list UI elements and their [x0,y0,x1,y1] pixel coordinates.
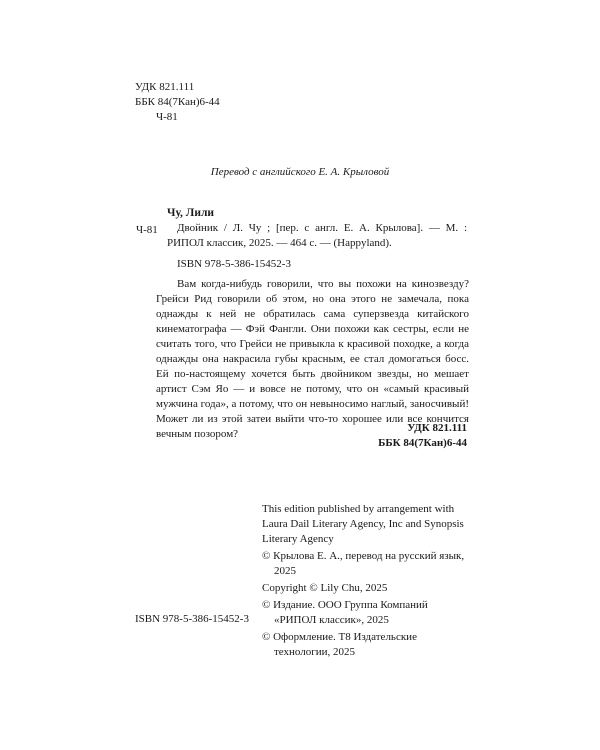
annotation: Вам когда-нибудь говорили, что вы похожи на кинозвезду? Грейси Рид говорили об этом, но она этого не замечала, пока однажды к ней не обратилась сама суперзвезда китайского кинематографа — Фэй Фангли. Они похожи как сестры, если не считать того, что Грейси не привыкла к красивой походке, а когда однажды она накрасила губы красным, ее стал домогаться босс. Ей по-настоящему хочется быть двойником звезды, но мешает артист Сэм Яо — и вовсе не потому, что он «самый красивый мужчина года», а потому, что он невыносимо наглый, заносчивый! Может ли из этой затеи выйти что-то хорошее или все кончится вечным позором? [156,278,469,440]
bibliographic-record: Двойник / Л. Чу ; [пер. с англ. Е. А. Крылова]. — М. : РИПОЛ классик, 2025. — 464 с. — (Happyland). [167,222,467,249]
classification-right [370,421,467,451]
design-copyright: © Оформление. Т8 Издательские технологии, 2025 [262,631,417,658]
original-copyright: Copyright © Lily Chu, 2025 [262,582,388,594]
isbn-main: ISBN 978-5-386-15452-3 [177,258,291,270]
author-mark: Ч-81 [156,111,178,123]
author-code: Ч-81 [136,224,158,236]
classification-block [135,80,220,125]
arrangement-note: This edition published by arrangement with Laura Dail Literary Agency, Inc and Synopsis Literary Agency [262,503,464,545]
udk-code-right: УДК 821.111 [407,422,467,434]
author-name: Чу, Лили [167,207,215,219]
isbn-footer: ISBN 978-5-386-15452-3 [135,613,249,625]
translation-copyright: © Крылова Е. А., перевод на русский язык, 2025 [262,550,465,577]
udk-code: УДК 821.111 [135,81,195,93]
edition-notice [262,502,472,662]
bbk-code: ББК 84(7Кан)6-44 [135,96,220,108]
publisher-copyright: © Издание. ООО Группа Компаний «РИПОЛ классик», 2025 [262,599,428,626]
translator-note: Перевод с английского Е. А. Крыловой [210,166,390,178]
bbk-code-right: ББК 84(7Кан)6-44 [378,437,467,449]
